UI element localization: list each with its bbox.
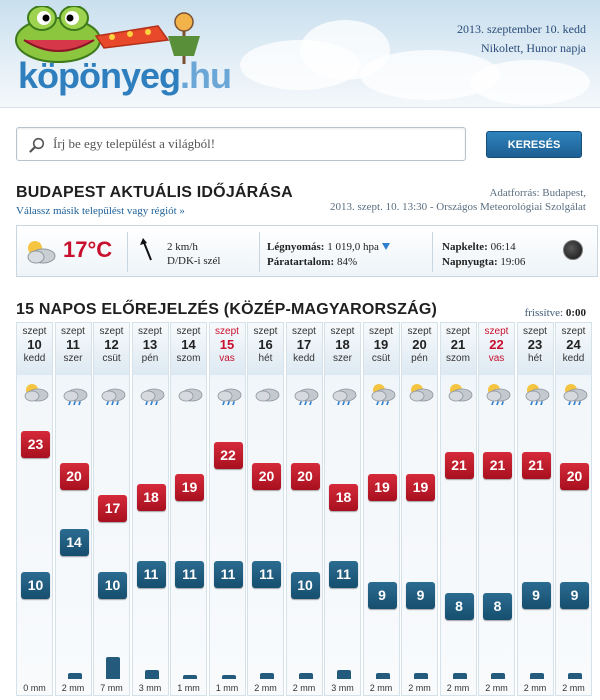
day-month: szept [22, 326, 47, 337]
max-temp: 20 [291, 463, 320, 490]
site-header [0, 0, 600, 108]
day-number: 10 [27, 337, 42, 352]
source-line: 2013. szept. 10. 13:30 - Országos Meteorológiai Szolgálat [329, 201, 586, 213]
search-button[interactable]: KERESÉS [486, 131, 582, 158]
partly-cloudy-icon [23, 238, 57, 266]
humidity-label: Páratartalom: [267, 256, 335, 268]
min-temp: 11 [137, 561, 166, 588]
forecast-day[interactable] [247, 322, 284, 696]
max-temp: 21 [522, 452, 551, 479]
min-temp: 14 [60, 529, 89, 556]
day-name: csüt [102, 353, 121, 364]
precipitation-bar [145, 670, 159, 679]
day-name: kedd [562, 353, 585, 364]
day-header [364, 323, 399, 375]
max-temp: 20 [560, 463, 589, 490]
precipitation-amount: 1 mm [177, 683, 200, 693]
precipitation-bar [376, 673, 390, 679]
rain-icon [216, 381, 242, 405]
wind-direction: D/DK-i szél [167, 255, 221, 267]
cloudy-icon [254, 381, 280, 405]
max-temp: 21 [483, 452, 512, 479]
day-name: kedd [23, 353, 46, 364]
max-temp: 22 [214, 442, 243, 469]
day-name: hét [528, 353, 542, 364]
day-number: 17 [296, 337, 312, 352]
precipitation-bar [453, 673, 467, 679]
precipitation-amount: 2 mm [562, 683, 585, 693]
site-logo[interactable]: köpönyeg.hu [18, 55, 231, 96]
data-source [330, 186, 586, 214]
divider [127, 232, 128, 272]
pressure-humidity [267, 240, 391, 270]
forecast-day[interactable] [517, 322, 554, 696]
forecast-day[interactable] [209, 322, 246, 696]
min-temp: 10 [98, 572, 127, 599]
refreshed-time [525, 307, 586, 319]
current-temperature: 17°C [63, 237, 113, 262]
precipitation-amount: 2 mm [446, 683, 470, 693]
humidity-value: 84% [336, 256, 358, 268]
partly-cloudy-icon [447, 381, 473, 405]
nameday: Nikolett, Hunor napja [481, 41, 586, 55]
day-header [441, 323, 476, 375]
min-temp: 11 [329, 561, 358, 588]
precipitation-bar [414, 673, 428, 679]
current-weather-title: BUDAPEST AKTUÁLIS IDŐJÁRÁSA [16, 184, 293, 201]
min-temp: 8 [445, 593, 474, 620]
day-number: 22 [489, 337, 504, 352]
day-month: szept [407, 326, 432, 337]
forecast-day[interactable] [16, 322, 53, 696]
day-number: 11 [66, 337, 80, 352]
partly-cloudy-icon [23, 381, 49, 405]
day-number: 20 [412, 337, 427, 352]
forecast-day[interactable] [286, 322, 323, 696]
day-number: 15 [219, 337, 235, 352]
day-name: szom [176, 353, 201, 364]
partly-cloudy-rain-icon [370, 381, 396, 405]
precipitation-bar [491, 673, 505, 679]
max-temp: 18 [329, 484, 358, 511]
rain-icon [331, 381, 357, 405]
day-header [556, 323, 591, 375]
pressure-label: Légnyomás: [267, 241, 325, 253]
forecast-day[interactable] [93, 322, 130, 696]
day-number: 21 [450, 337, 466, 352]
day-month: szept [215, 326, 239, 337]
forecast-day[interactable] [132, 322, 169, 696]
day-name: vas [219, 353, 235, 364]
search-input[interactable] [53, 128, 453, 160]
header-date [457, 20, 586, 58]
partly-cloudy-rain-icon [485, 381, 511, 405]
down-arrow-icon [381, 241, 391, 251]
refreshed-label: frissítve: [524, 307, 564, 319]
min-temp: 9 [406, 582, 435, 609]
day-header [17, 323, 52, 375]
day-name: pén [141, 353, 159, 364]
min-temp: 10 [291, 572, 320, 599]
forecast-day[interactable] [55, 322, 92, 696]
day-header [479, 323, 514, 375]
max-temp: 18 [137, 484, 166, 511]
rain-icon [100, 381, 126, 405]
forecast-title: 15 NAPOS ELŐREJELZÉS (KÖZÉP-MAGYARORSZÁG) [16, 301, 437, 318]
day-header [171, 323, 206, 375]
min-temp: 9 [368, 582, 397, 609]
max-temp: 19 [406, 474, 435, 501]
min-temp: 11 [175, 561, 204, 588]
precipitation-bar [68, 673, 82, 679]
day-month: szept [561, 326, 586, 337]
day-month: szept [61, 326, 85, 337]
day-name: csüt [371, 353, 391, 364]
day-name: pén [411, 353, 428, 364]
min-temp: 11 [252, 561, 281, 588]
precipitation-amount: 2 mm [523, 683, 547, 693]
min-temp: 8 [483, 593, 512, 620]
precipitation-bar [260, 673, 274, 679]
wind-info [167, 240, 220, 268]
day-number: 18 [335, 337, 350, 352]
sunrise-label: Napkelte: [442, 241, 488, 253]
day-header [210, 323, 245, 375]
max-temp: 20 [60, 463, 89, 490]
divider [432, 232, 433, 272]
day-number: 19 [373, 337, 389, 352]
change-location-link[interactable]: Válassz másik települést vagy régiót » [16, 205, 185, 217]
precipitation-bar [106, 657, 120, 679]
source-line: Adatforrás: Budapest, [489, 187, 586, 199]
day-month: szept [369, 326, 393, 337]
rain-icon [293, 381, 319, 405]
precipitation-bar [568, 673, 582, 679]
day-month: szept [176, 326, 201, 337]
day-header [248, 323, 283, 375]
day-header [402, 323, 437, 375]
precipitation-amount: 2 mm [369, 683, 393, 693]
forecast-day[interactable] [363, 322, 400, 696]
sunset-value: 19:06 [500, 256, 526, 268]
max-temp: 19 [175, 474, 204, 501]
precipitation-bar [299, 673, 313, 679]
precipitation-bar [337, 670, 351, 679]
day-month: szept [523, 326, 547, 337]
max-temp: 23 [21, 431, 50, 458]
sunset-label: Napnyugta: [442, 256, 498, 268]
day-number: 23 [527, 337, 543, 352]
day-name: szer [63, 353, 83, 364]
forecast-day[interactable] [324, 322, 361, 696]
precipitation-amount: 7 mm [100, 683, 123, 693]
rain-icon [139, 381, 165, 405]
day-name: szer [333, 353, 352, 364]
rain-icon [62, 381, 88, 405]
precipitation-amount: 2 mm [292, 683, 316, 693]
sunrise-value: 06:14 [490, 241, 516, 253]
precipitation-amount: 3 mm [138, 683, 162, 693]
forecast-day[interactable] [401, 322, 438, 696]
day-month: szept [99, 326, 124, 337]
precipitation-amount: 2 mm [61, 683, 85, 693]
min-temp: 9 [522, 582, 551, 609]
precipitation-amount: 2 mm [408, 683, 431, 693]
forecast-day[interactable] [555, 322, 592, 696]
moon-phase-icon [563, 240, 583, 260]
day-header [94, 323, 129, 375]
max-temp: 20 [252, 463, 281, 490]
day-header [56, 323, 91, 375]
day-month: szept [330, 326, 355, 337]
search-icon [29, 137, 45, 153]
divider [259, 232, 260, 272]
day-month: szept [138, 326, 162, 337]
partly-cloudy-rain-icon [524, 381, 550, 405]
day-name: kedd [293, 353, 315, 364]
max-temp: 21 [445, 452, 474, 479]
forecast-grid [16, 322, 596, 696]
search-box [16, 127, 466, 161]
wind-speed: 2 km/h [167, 241, 198, 253]
cloudy-icon [177, 381, 203, 405]
day-name: hét [258, 353, 273, 364]
day-month: szept [484, 326, 509, 337]
sunrise-sunset [442, 240, 525, 270]
day-header [518, 323, 553, 375]
forecast-day[interactable] [170, 322, 207, 696]
precipitation-amount: 0 mm [23, 683, 46, 693]
day-month: szept [446, 326, 470, 337]
refreshed-value: 0:00 [565, 307, 586, 319]
current-weather-panel [16, 225, 598, 277]
precipitation-bar [222, 675, 236, 679]
forecast-day[interactable] [440, 322, 477, 696]
max-temp: 19 [368, 474, 397, 501]
day-number: 12 [104, 337, 119, 352]
min-temp: 10 [21, 572, 50, 599]
day-header [325, 323, 360, 375]
wind-arrow-icon [139, 236, 155, 264]
day-number: 16 [258, 337, 273, 352]
pressure-value: 1 019,0 hpa [327, 241, 379, 253]
day-number: 24 [566, 337, 581, 352]
day-number: 13 [142, 337, 158, 352]
min-temp: 11 [214, 561, 243, 588]
precipitation-amount: 2 mm [254, 683, 277, 693]
day-header [287, 323, 322, 375]
precipitation-bar [530, 673, 544, 679]
day-name: szom [446, 353, 470, 364]
current-date: 2013. szeptember 10. kedd [457, 22, 586, 36]
precipitation-bar [183, 675, 197, 679]
precipitation-amount: 3 mm [331, 683, 354, 693]
precipitation-amount: 1 mm [215, 683, 239, 693]
precipitation-amount: 2 mm [485, 683, 508, 693]
day-name: vas [488, 353, 505, 364]
day-number: 14 [181, 337, 196, 352]
day-month: szept [253, 326, 278, 337]
max-temp: 17 [98, 495, 127, 522]
partly-cloudy-rain-icon [562, 381, 588, 405]
day-header [133, 323, 168, 375]
partly-cloudy-icon [408, 381, 434, 405]
day-month: szept [292, 326, 316, 337]
forecast-day[interactable] [478, 322, 515, 696]
min-temp: 9 [560, 582, 589, 609]
